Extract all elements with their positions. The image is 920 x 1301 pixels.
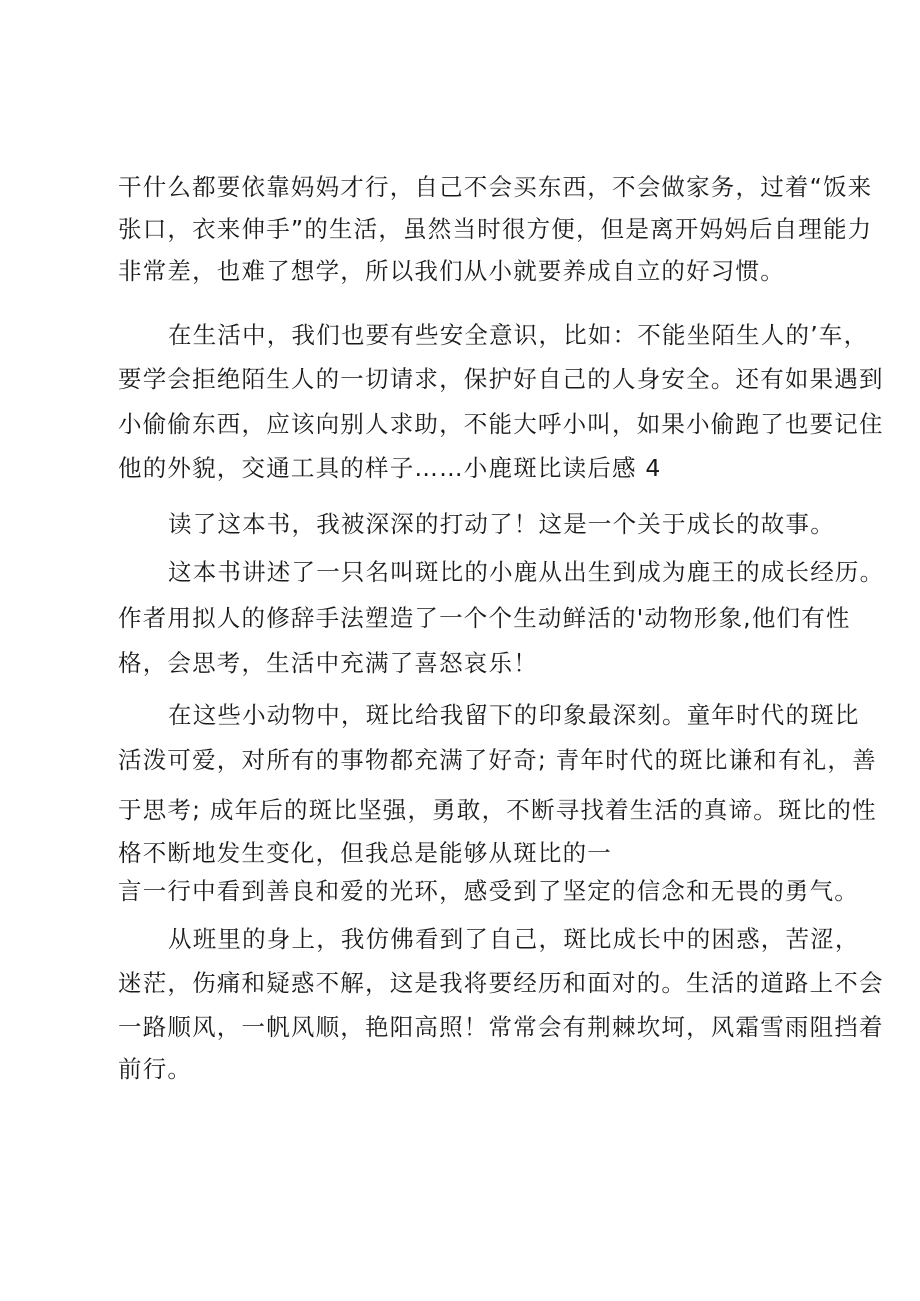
text-line: 小偷偷东西，应该向别人求助，不能大呼小叫，如果小偷跑了也要记住 <box>118 410 884 438</box>
paragraph-first-line: 读了这本书，我被深深的打动了！这是一个关于成长的故事。 <box>168 510 835 538</box>
text-line: 干什么都要依靠妈妈才行，自己不会买东西，不会做家务，过着“饭来 <box>118 173 873 201</box>
text-line: 格不断地发生变化，但我总是能够从斑比的一 <box>118 839 612 867</box>
text-line: 迷茫，伤痛和疑惑不解，这是我将要经历和面对的。生活的道路上不会 <box>118 969 884 997</box>
text-line: 格，会思考，生活中充满了喜怒哀乐！ <box>118 649 538 677</box>
paragraph-first-line: 在这些小动物中，斑比给我留下的印象最深刻。童年时代的斑比 <box>168 701 860 729</box>
text-line: 一路顺风，一帆风顺，艳阳高照！常常会有荆棘坎坷，风霜雪雨阻挡着 <box>118 1013 884 1041</box>
text-line: 言一行中看到善良和爱的光环，感受到了坚定的信念和无畏的勇气。 <box>118 877 859 905</box>
paragraph-first-line: 从班里的身上，我仿佛看到了自己，斑比成长中的困惑，苦涩， <box>168 925 860 953</box>
text-line: 于思考; 成年后的斑比坚强，勇敢，不断寻找着生活的真谛。斑比的性 <box>118 796 877 824</box>
text-line: 张口，衣来伸手”的生活，虽然当时很方便，但是离开妈妈后自理能力 <box>118 215 873 243</box>
text-line: 活泼可爱，对所有的事物都充满了好奇; 青年时代的斑比谦和有礼，善 <box>118 746 877 774</box>
text-line: 要学会拒绝陌生人的一切请求，保护好自己的人身安全。还有如果遇到 <box>118 365 884 393</box>
text-line: 前行。 <box>118 1055 193 1083</box>
paragraph-first-line: 在生活中，我们也要有些安全意识，比如：不能坐陌生人的’车， <box>168 321 869 349</box>
text-line: 作者用拟人的修辞手法塑造了一个个生动鲜活的'动物形象,他们有性 <box>118 604 851 632</box>
text-line: 非常差，也难了想学，所以我们从小就要养成自立的好习惯。 <box>118 257 785 285</box>
paragraph-first-line: 这本书讲述了一只名叫斑比的小鹿从出生到成为鹿王的成长经历。 <box>168 558 885 586</box>
text-line: 他的外貌，交通工具的样子……小鹿斑比读后感 4 <box>118 454 662 482</box>
